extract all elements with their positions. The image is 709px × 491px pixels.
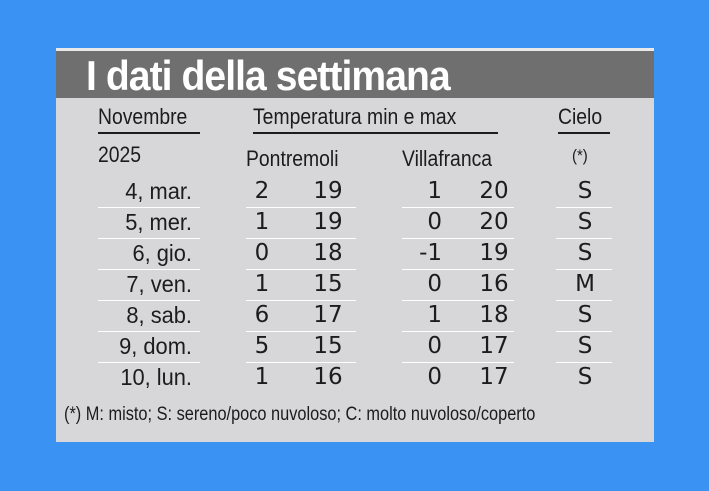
pontremoli-max-cell: 16 <box>313 364 343 390</box>
day-cell: 7, ven. <box>126 271 192 297</box>
row-separator <box>98 207 200 208</box>
pontremoli-min-cell: 1 <box>254 364 270 390</box>
day-cell: 6, gio. <box>132 240 192 266</box>
day-cell: 10, lun. <box>120 364 192 390</box>
header-temperature: Temperatura min e max <box>253 104 457 129</box>
header-underline-temperature <box>253 132 498 134</box>
header-underline-month <box>98 132 200 134</box>
villafranca-max-cell: 16 <box>479 271 509 297</box>
villafranca-min-cell: -1 <box>419 240 442 266</box>
row-separator <box>98 300 200 301</box>
row-separator <box>246 362 356 363</box>
row-separator <box>556 238 612 239</box>
villafranca-max-cell: 17 <box>479 364 509 390</box>
row-separator <box>556 207 612 208</box>
header-year: 2025 <box>98 142 142 167</box>
pontremoli-max-cell: 15 <box>313 333 343 359</box>
header-sky: Cielo <box>558 104 603 129</box>
pontremoli-max-cell: 19 <box>313 178 343 204</box>
pontremoli-max-cell: 15 <box>313 271 343 297</box>
row-separator <box>402 238 514 239</box>
villafranca-min-cell: 1 <box>427 178 442 204</box>
pontremoli-min-cell: 1 <box>254 271 270 297</box>
row-separator <box>246 238 356 239</box>
villafranca-max-cell: 17 <box>479 333 509 359</box>
villafranca-min-cell: 0 <box>427 271 442 297</box>
pontremoli-min-cell: 2 <box>254 178 270 204</box>
title-bar <box>56 48 654 98</box>
sky-cell: S <box>577 364 593 390</box>
footnote: (*) M: misto; S: sereno/poco nuvoloso; C: molto nuvoloso/coperto <box>64 404 536 425</box>
row-separator <box>402 207 514 208</box>
table-title: I dati della settimana <box>86 52 450 99</box>
sky-cell: S <box>577 333 593 359</box>
header-sky-note: (*) <box>572 146 588 165</box>
pontremoli-min-cell: 5 <box>254 333 270 359</box>
day-cell: 5, mer. <box>125 209 192 235</box>
header-underline-sky <box>558 132 610 134</box>
row-separator <box>402 362 514 363</box>
header-villafranca: Villafranca <box>402 146 493 171</box>
day-cell: 8, sab. <box>126 302 192 328</box>
row-separator <box>556 362 612 363</box>
row-separator <box>98 362 200 363</box>
sky-cell: S <box>577 302 593 328</box>
villafranca-max-cell: 20 <box>479 209 509 235</box>
pontremoli-max-cell: 19 <box>313 209 343 235</box>
row-separator <box>98 238 200 239</box>
header-pontremoli: Pontremoli <box>246 146 339 171</box>
row-separator <box>98 269 200 270</box>
villafranca-max-cell: 20 <box>479 178 509 204</box>
day-cell: 9, dom. <box>119 333 192 359</box>
villafranca-min-cell: 0 <box>427 364 442 390</box>
sky-cell: S <box>577 178 593 204</box>
pontremoli-max-cell: 17 <box>313 302 343 328</box>
row-separator <box>402 331 514 332</box>
row-separator <box>246 300 356 301</box>
villafranca-min-cell: 0 <box>427 333 442 359</box>
sky-cell: S <box>577 209 593 235</box>
sky-cell: S <box>577 240 593 266</box>
pontremoli-max-cell: 18 <box>313 240 343 266</box>
day-cell: 4, mar. <box>125 178 192 204</box>
villafranca-min-cell: 0 <box>427 209 442 235</box>
row-separator <box>98 331 200 332</box>
villafranca-max-cell: 18 <box>479 302 509 328</box>
pontremoli-min-cell: 0 <box>254 240 270 266</box>
row-separator <box>246 331 356 332</box>
row-separator <box>556 300 612 301</box>
header-month: Novembre <box>98 104 188 129</box>
pontremoli-min-cell: 1 <box>254 209 270 235</box>
row-separator <box>556 269 612 270</box>
row-separator <box>402 300 514 301</box>
villafranca-max-cell: 19 <box>479 240 509 266</box>
row-separator <box>556 331 612 332</box>
row-separator <box>246 207 356 208</box>
row-separator <box>246 269 356 270</box>
row-separator <box>402 269 514 270</box>
pontremoli-min-cell: 6 <box>254 302 270 328</box>
sky-cell: M <box>575 271 595 297</box>
villafranca-min-cell: 1 <box>427 302 442 328</box>
weather-table-card <box>56 48 654 442</box>
